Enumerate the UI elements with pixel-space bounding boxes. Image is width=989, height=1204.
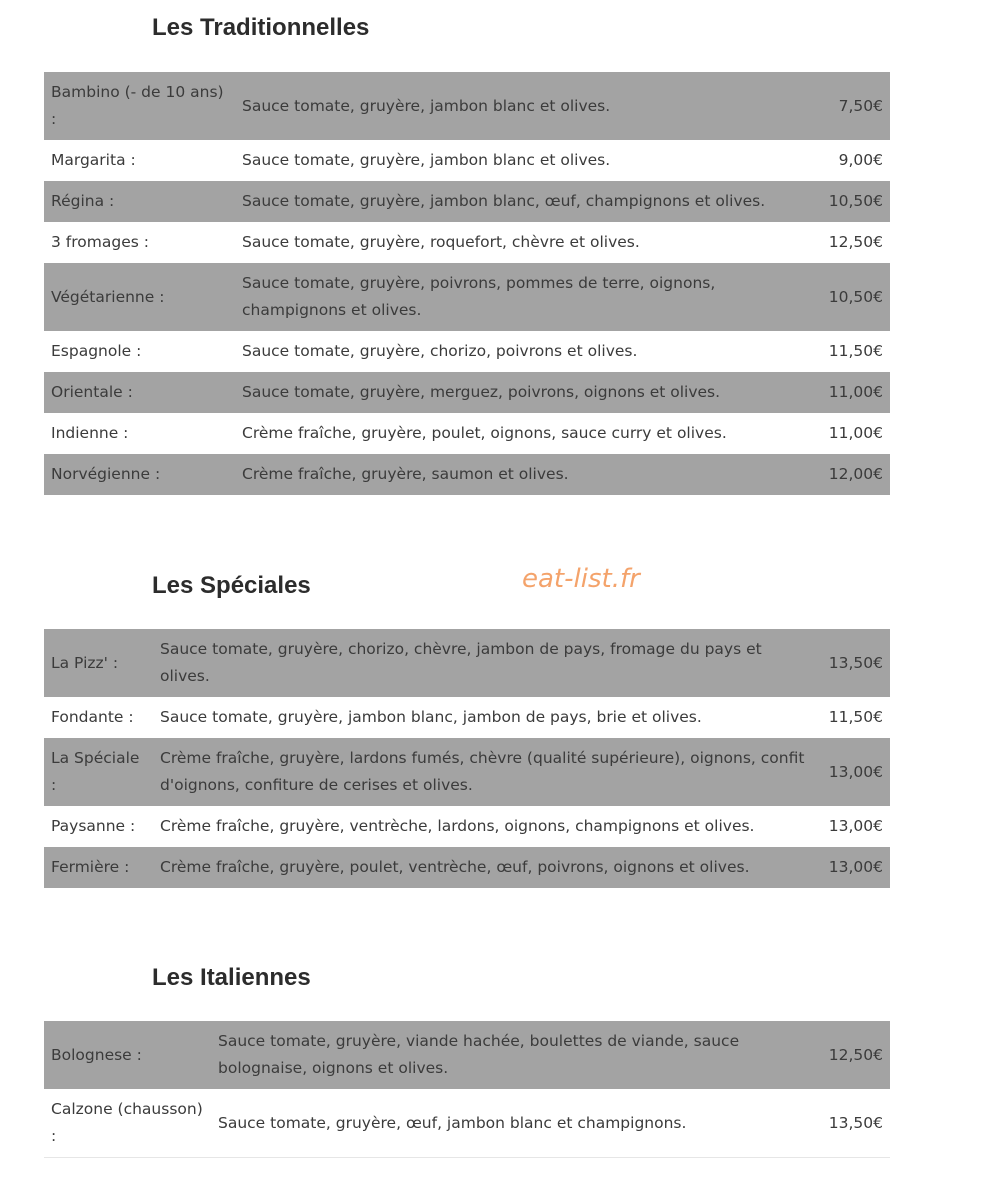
menu-table	[44, 1021, 890, 1158]
pizza-description: Crème fraîche, gruyère, poulet, oignons, sauce curry et olives.	[242, 424, 727, 442]
pizza-description: Sauce tomate, gruyère, merguez, poivrons, oignons et olives.	[242, 383, 721, 401]
pizza-description: Sauce tomate, gruyère, jambon blanc, œuf, champignons et olives.	[242, 192, 766, 210]
pizza-price: 11,50€	[828, 342, 883, 360]
pizza-price: 13,00€	[828, 817, 883, 835]
pizza-description: Crème fraîche, gruyère, saumon et olives.	[242, 465, 569, 483]
pizza-description: Sauce tomate, gruyère, viande hachée, boulettes de viande, sauce bolognaise, oignons et olives.	[218, 1032, 740, 1077]
pizza-name: Orientale :	[51, 383, 133, 401]
menu-row	[44, 454, 890, 495]
pizza-description: Sauce tomate, gruyère, jambon blanc et olives.	[242, 151, 611, 169]
pizza-description: Sauce tomate, gruyère, jambon blanc, jambon de pays, brie et olives.	[160, 708, 702, 726]
menu-table	[44, 629, 890, 888]
pizza-name: Norvégienne :	[51, 465, 161, 483]
pizza-name: Espagnole :	[51, 342, 142, 360]
pizza-name: Végétarienne :	[51, 287, 165, 306]
pizza-price: 13,00€	[828, 762, 883, 781]
pizza-name: Bambino (- de 10 ans) :	[51, 83, 224, 128]
pizza-description: Sauce tomate, gruyère, chorizo, poivrons et olives.	[242, 342, 638, 360]
pizza-price: 10,50€	[828, 287, 883, 306]
pizza-description: Sauce tomate, gruyère, roquefort, chèvre et olives.	[242, 233, 640, 251]
pizza-price: 13,50€	[819, 1089, 890, 1158]
menu-row	[44, 738, 890, 806]
menu-row	[44, 1089, 890, 1158]
watermark-text: eat-list.fr	[522, 564, 640, 594]
pizza-name: Calzone (chausson) :	[44, 1089, 211, 1158]
pizza-description: Crème fraîche, gruyère, lardons fumés, chèvre (qualité supérieure), oignons, confit d'oignons, confiture de cerises et olives.	[160, 749, 805, 794]
pizza-price: 12,50€	[828, 233, 883, 251]
section-title: Les Traditionnelles	[152, 14, 370, 41]
pizza-price: 7,50€	[838, 96, 883, 115]
pizza-description: Sauce tomate, gruyère, chorizo, chèvre, jambon de pays, fromage du pays et olives.	[160, 640, 762, 685]
menu-row	[44, 372, 890, 413]
pizza-price: 11,00€	[828, 383, 883, 401]
pizza-name: 3 fromages :	[51, 233, 149, 251]
pizza-description: Sauce tomate, gruyère, poivrons, pommes de terre, oignons, champignons et olives.	[242, 274, 716, 319]
pizza-name: Margarita :	[51, 151, 136, 169]
pizza-price: 13,00€	[828, 858, 883, 876]
pizza-name: La Pizz' :	[51, 653, 119, 672]
menu-row	[44, 181, 890, 222]
pizza-price: 13,50€	[828, 653, 883, 672]
pizza-name: Paysanne :	[51, 817, 136, 835]
menu-row	[44, 629, 890, 697]
pizza-price: 11,50€	[828, 708, 883, 726]
menu-row	[44, 331, 890, 372]
menu-row	[44, 847, 890, 888]
pizza-description: Crème fraîche, gruyère, poulet, ventrèche, œuf, poivrons, oignons et olives.	[160, 858, 750, 876]
pizza-description: Sauce tomate, gruyère, œuf, jambon blanc et champignons.	[211, 1089, 819, 1158]
section-title: Les Italiennes	[152, 964, 311, 991]
pizza-description: Sauce tomate, gruyère, jambon blanc et olives.	[242, 96, 611, 115]
menu-row	[44, 72, 890, 140]
pizza-name: La Spéciale :	[51, 749, 140, 794]
menu-row	[44, 413, 890, 454]
pizza-name: Régina :	[51, 192, 115, 210]
pizza-name: Indienne :	[51, 424, 129, 442]
pizza-price: 12,50€	[828, 1045, 883, 1064]
menu-row	[44, 263, 890, 331]
menu-row	[44, 1021, 890, 1089]
menu-row	[44, 806, 890, 847]
menu-row	[44, 222, 890, 263]
pizza-name: Fondante :	[51, 708, 134, 726]
pizza-price: 12,00€	[828, 465, 883, 483]
section-title: Les Spéciales	[152, 572, 311, 599]
pizza-name: Fermière :	[51, 858, 130, 876]
pizza-description: Crème fraîche, gruyère, ventrèche, lardons, oignons, champignons et olives.	[160, 817, 755, 835]
pizza-price: 11,00€	[828, 424, 883, 442]
pizza-name: Bolognese :	[51, 1045, 142, 1064]
menu-row	[44, 697, 890, 738]
menu-table	[44, 72, 890, 495]
pizza-price: 9,00€	[838, 151, 883, 169]
menu-row	[44, 140, 890, 181]
pizza-price: 10,50€	[828, 192, 883, 210]
